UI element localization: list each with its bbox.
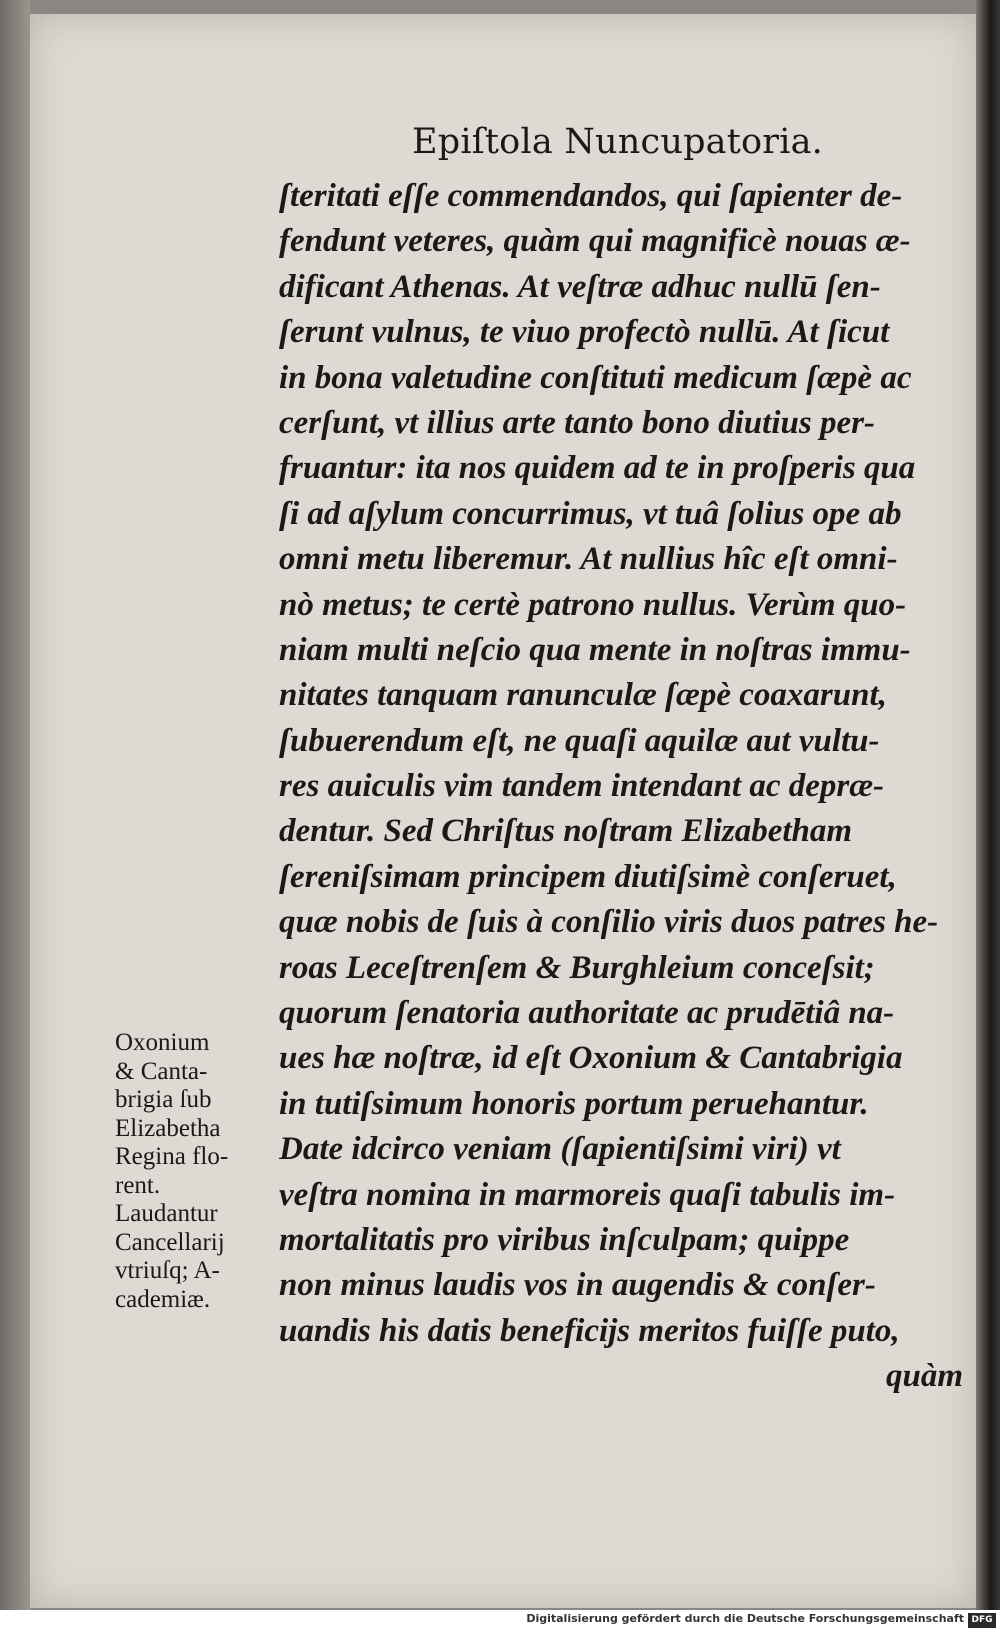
- marginal-line: brigia ſub: [115, 1086, 212, 1113]
- body-text: [279, 174, 969, 1400]
- text-line: cerſunt, vt illius arte tanto bono diutius per-: [279, 404, 875, 441]
- marginal-line: Elizabetha: [115, 1114, 221, 1142]
- text-line: uandis his datis beneficijs meritos fuiſſe puto,: [279, 1312, 900, 1349]
- text-line: Date idcirco veniam (ſapientiſsimi viri) vt: [279, 1131, 841, 1168]
- text-line: quæ nobis de ſuis à conſilio viris duos patres he-: [279, 904, 939, 941]
- text-line: quorum ſenatoria authoritate ac prudētiâ na-: [279, 995, 895, 1032]
- book-page: [30, 14, 976, 1608]
- digitization-footer: [0, 1610, 1000, 1631]
- text-line: ues hæ noſtræ, id eſt Oxonium & Cantabrigia: [279, 1040, 903, 1077]
- text-line: fruantur: ita nos quidem ad te in proſperis qua: [279, 450, 916, 487]
- marginal-line: Oxonium: [115, 1029, 210, 1056]
- text-line: ſteritati eſſe commendandos, qui ſapienter de-: [279, 178, 903, 214]
- text-line: ſubuerendum eſt, ne quaſi aquilæ aut vultu-: [279, 722, 880, 759]
- text-line: ſereniſsimam principem diutiſsimè conſeruet,: [279, 858, 897, 895]
- text-line: omni metu liberemur. At nullius hîc eſt omni-: [279, 541, 898, 578]
- marginal-line: vtriuſq; A-: [115, 1257, 220, 1284]
- text-line: nitates tanquam ranunculæ ſæpè coaxarunt,: [279, 677, 887, 714]
- scan-edge-left: [0, 0, 30, 1631]
- text-line: veſtra nomina in marmoreis quaſi tabulis im-: [279, 1176, 896, 1213]
- marginal-line: Cancellarij: [115, 1228, 225, 1256]
- text-line: mortalitatis pro viribus inſculpam; quippe: [279, 1221, 850, 1258]
- running-head: Epiſtola Nuncupatoria.: [412, 122, 824, 162]
- text-line: nò metus; te certè patrono nullus. Verùm quo-: [279, 586, 907, 623]
- text-line: fendunt veteres, quàm qui magnificè nouas æ-: [279, 223, 911, 260]
- text-line: non minus laudis vos in augendis & conſer-: [279, 1267, 876, 1304]
- text-line: in tutiſsimum honoris portum peruehantur.: [279, 1085, 869, 1122]
- text-line: ſi ad aſylum concurrimus, vt tuâ ſolius ope ab: [279, 495, 902, 532]
- text-line: ſerunt vulnus, te viuo profectò nullū. At ſicut: [279, 314, 890, 351]
- text-line: res auiculis vim tandem intendant ac depræ-: [279, 768, 885, 805]
- text-line: niam multi neſcio qua mente in noſtras immu-: [279, 631, 911, 668]
- footer-credit: Digitalisierung gefördert durch die Deutsche Forschungsgemeinschaft: [526, 1612, 964, 1625]
- marginal-note: [115, 1029, 290, 1314]
- marginal-line: Laudantur: [115, 1200, 218, 1227]
- marginal-line: & Canta-: [115, 1057, 208, 1085]
- marginal-line: rent.: [115, 1171, 161, 1199]
- scan-edge-right: [976, 0, 1000, 1610]
- text-line: in bona valetudine conſtituti medicum ſæpè ac: [279, 359, 912, 396]
- marginal-line: Regina flo-: [115, 1143, 229, 1170]
- text-line: roas Leceſtrenſem & Burghleium conceſsit;: [279, 949, 875, 986]
- marginal-line: cademiæ.: [115, 1285, 211, 1313]
- catchword: quàm: [885, 1358, 963, 1395]
- text-line: dificant Athenas. At veſtræ adhuc nullū ſen-: [279, 268, 881, 305]
- text-line: dentur. Sed Chriſtus noſtram Elizabetham: [279, 813, 853, 850]
- dfg-logo-icon: DFG: [968, 1613, 996, 1628]
